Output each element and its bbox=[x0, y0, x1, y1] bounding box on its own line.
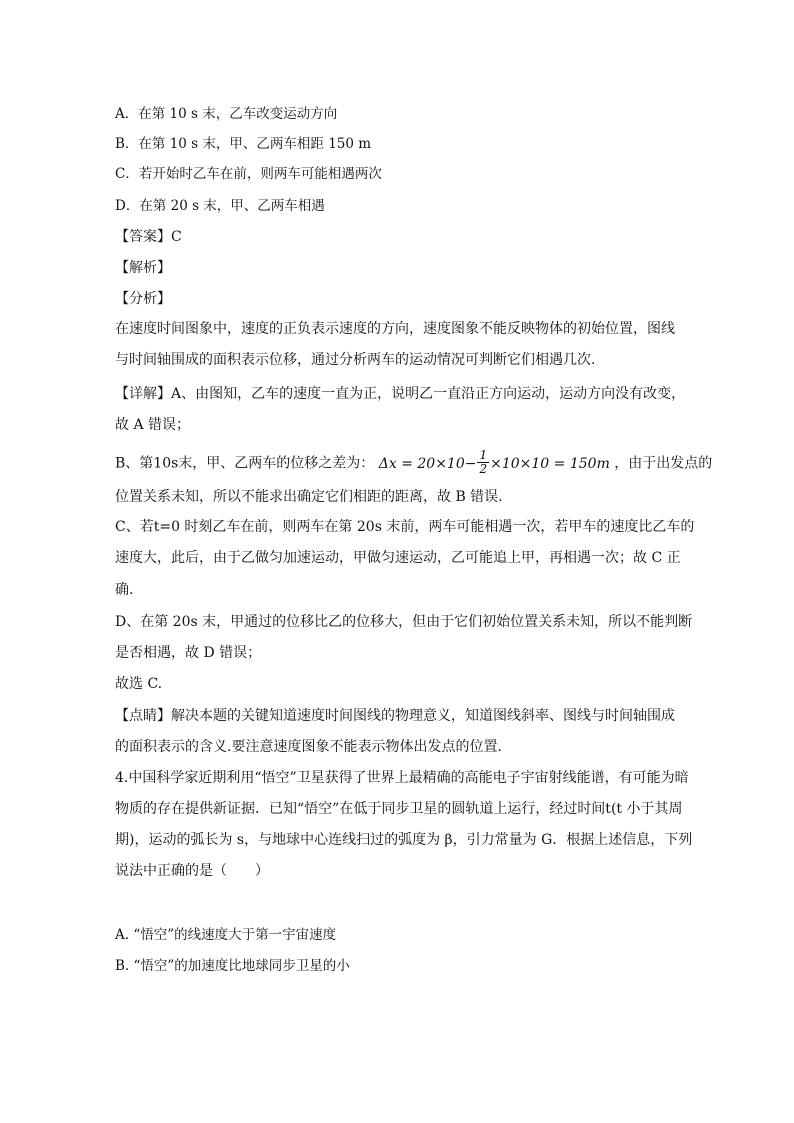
detail-d-line-1: D、在第 20s 末，甲通过的位移比乙的位移大，但由于它们初始位置关系未知，所以不能判断 bbox=[115, 614, 693, 630]
choose-answer: 故选 C. bbox=[115, 676, 163, 692]
dianjing-line-2: 的面积表示的含义.要注意速度图象不能表示物体出发点的位置. bbox=[115, 739, 502, 755]
question4-line-2: 物质的存在提供新证据．已知“悟空”在低于同步卫星的圆轨道上运行，经过时间t(t 小于其周 bbox=[115, 801, 683, 817]
detail-d-line-2: 是否相遇，故 D 错误； bbox=[115, 645, 262, 661]
displacement-formula bbox=[378, 448, 615, 476]
analysis-line-2: 与时间轴围成的面积表示位移，通过分析两车的运动情况可判断它们相遇几次. bbox=[115, 352, 596, 368]
dianjing-line-1: 【点睛】解决本题的关键知道速度时间图线的物理意义，知道图线斜率、图线与时间轴围成 bbox=[115, 708, 675, 724]
option-a-q3: A．在第 10 s 末，乙车改变运动方向 bbox=[115, 106, 338, 122]
option-b-q3: B．在第 10 s 末，甲、乙两车相距 150 m bbox=[115, 136, 372, 152]
fraction-denominator: 2 bbox=[479, 462, 488, 476]
analysis-label: 【分析】 bbox=[115, 291, 171, 307]
question4-line-4: 说法中正确的是（ ） bbox=[115, 863, 269, 879]
detail-a-line-2: 故 A 错误； bbox=[115, 417, 191, 433]
jiexi-label: 【解析】 bbox=[115, 260, 171, 276]
fraction-numerator: 1 bbox=[479, 448, 488, 462]
detail-b-line-2: 位置关系未知，所以不能求出确定它们相距的距离，故 B 错误. bbox=[115, 489, 503, 505]
question4-line-1: 4.中国科学家近期利用“悟空”卫星获得了世界上最精确的高能电子宇宙射线能谱，有可能为暗 bbox=[115, 770, 689, 786]
detail-c-line-1: C、若t=0 时刻乙车在前，则两车在第 20s 末前，两车可能相遇一次，若甲车的速度比乙车的 bbox=[115, 519, 695, 535]
option-b-q4: B. “悟空”的加速度比地球同步卫星的小 bbox=[115, 958, 350, 974]
detail-b-line-1 bbox=[115, 450, 712, 477]
detail-a-line-1: 【详解】A、由图知，乙车的速度一直为正，说明乙一直沿正方向运动，运动方向没有改变， bbox=[115, 386, 686, 402]
detail-b-prefix: B、第10s末，甲、乙两车的位移之差为： bbox=[115, 455, 375, 472]
question4-line-3: 期)，运动的弧长为 s，与地球中心连线扫过的弧度为 β，引力常量为 G．根据上述信息，下列 bbox=[115, 832, 693, 848]
detail-c-line-3: 确. bbox=[115, 582, 134, 598]
detail-b-suffix: ，由于出发点的 bbox=[614, 455, 713, 472]
answer-label: 【答案】C bbox=[115, 229, 182, 245]
formula-left: Δx = 20×10− bbox=[378, 455, 477, 472]
formula-right: ×10×10 = 150m bbox=[490, 455, 610, 472]
analysis-line-1: 在速度时间图象中，速度的正负表示速度的方向，速度图象不能反映物体的初始位置，图线 bbox=[115, 321, 675, 337]
detail-c-line-2: 速度大，此后，由于乙做匀加速运动，甲做匀速运动，乙可能追上甲，再相遇一次；故 C 正 bbox=[115, 550, 681, 566]
option-c-q3: C．若开始时乙车在前，则两车可能相遇两次 bbox=[115, 166, 382, 182]
option-d-q3: D．在第 20 s 末，甲、乙两车相遇 bbox=[115, 198, 325, 214]
one-half-fraction bbox=[477, 449, 489, 476]
option-a-q4: A. “悟空”的线速度大于第一宇宙速度 bbox=[115, 927, 337, 943]
